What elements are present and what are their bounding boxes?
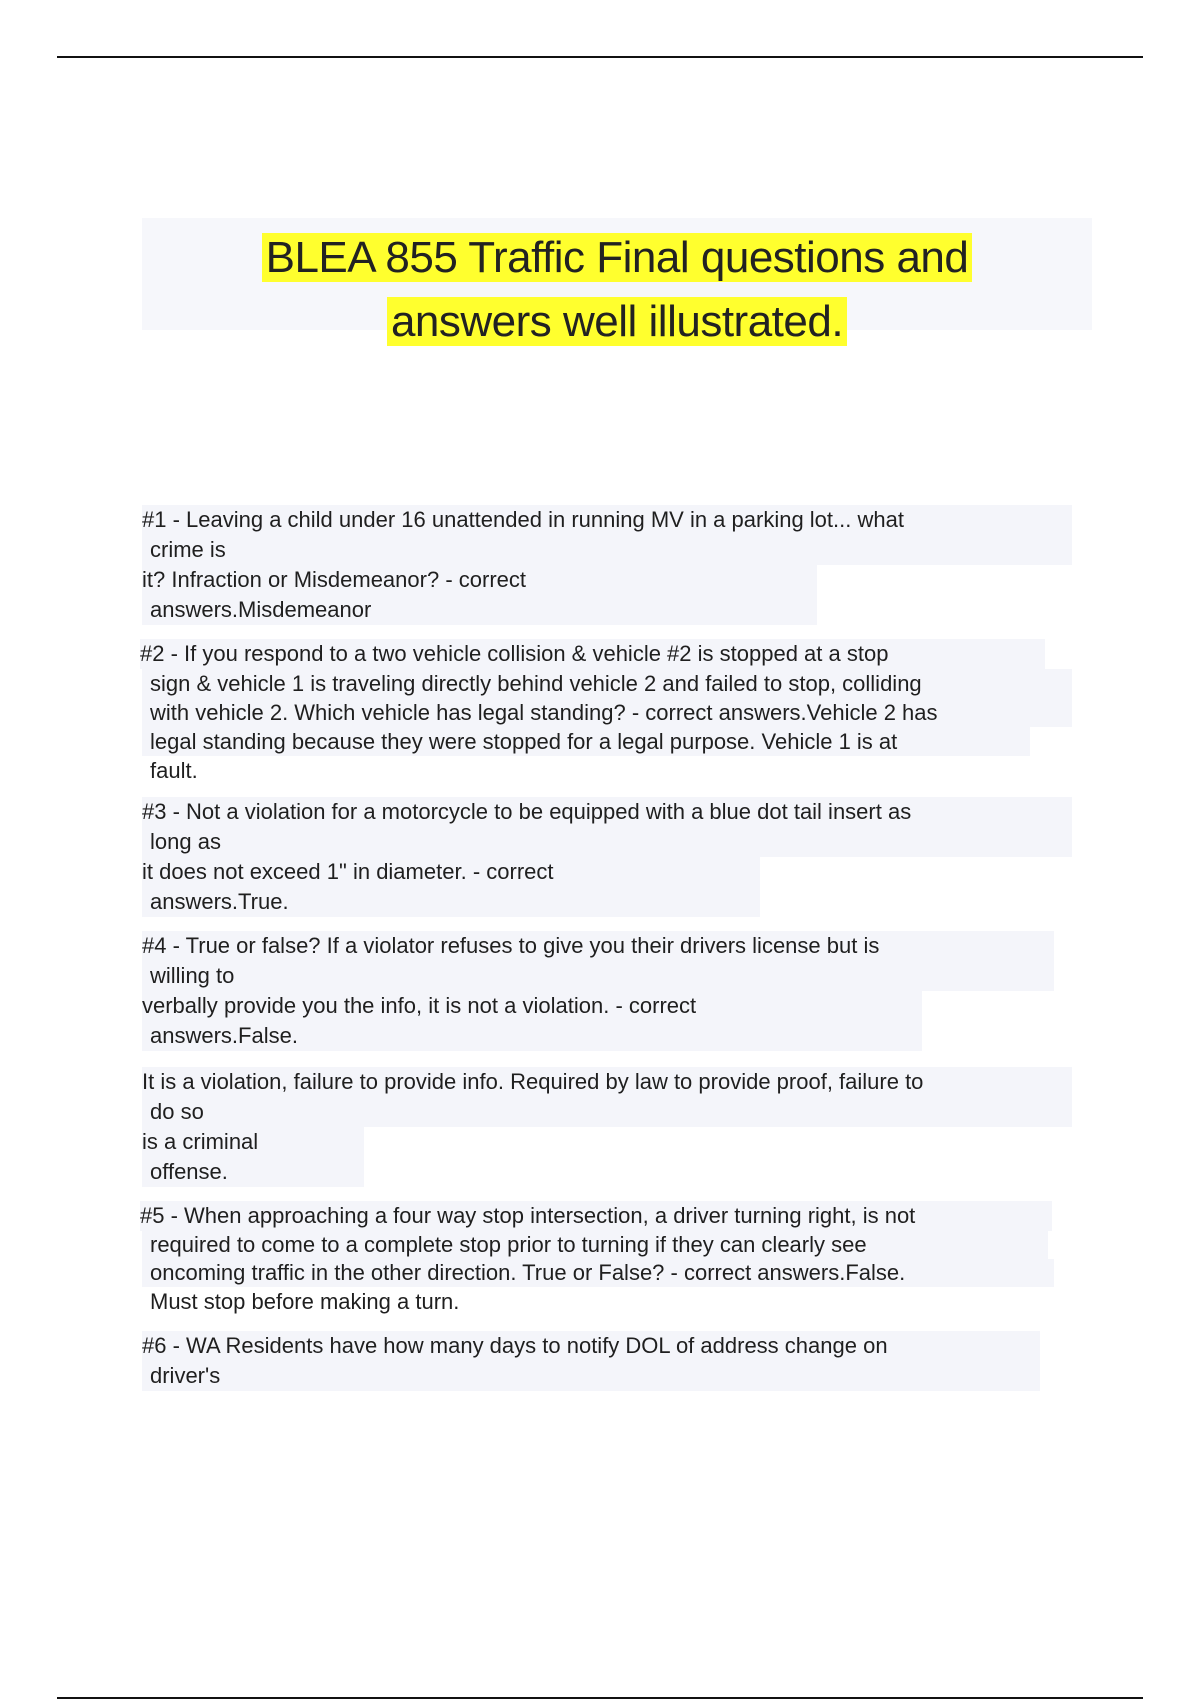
- q4-line-1: #4 - True or false? If a violator refuses to give you their drivers license but is: [142, 931, 1054, 961]
- q4-word: it: [428, 993, 440, 1018]
- q3-word: correct: [486, 859, 554, 884]
- note-word: criminal: [182, 1129, 259, 1154]
- q6-line-1: #6 - WA Residents have how many days to notify DOL of address change on: [142, 1331, 1040, 1361]
- document-title: [142, 226, 1092, 354]
- title-line-2: answers well illustrated.: [387, 297, 847, 346]
- question-4: [142, 931, 1054, 1051]
- q6-line-2: driver's: [142, 1361, 1040, 1391]
- q4-word: provide: [223, 993, 297, 1018]
- q5-line-2: required to come to a complete stop prior to turning if they can clearly see: [142, 1231, 1048, 1259]
- q1-word: correct: [458, 567, 527, 592]
- note-line-2: do so: [142, 1097, 1072, 1127]
- q3-word: not: [212, 859, 244, 884]
- title-line-1: BLEA 855 Traffic Final questions and: [262, 233, 973, 282]
- header-rule: [57, 56, 1143, 58]
- note-line-4: offense.: [142, 1157, 364, 1187]
- q1-word: Infraction: [171, 567, 262, 592]
- q3-line-2: long as: [142, 827, 1072, 857]
- question-1: [142, 505, 1072, 625]
- q1-line-4: answers.Misdemeanor: [142, 595, 817, 625]
- q1-line-1: #1 - Leaving a child under 16 unattended in running MV in a parking lot... what: [142, 505, 1072, 535]
- note-word: is: [142, 1129, 158, 1154]
- q5-line-3: oncoming traffic in the other direction. True or False? - correct answers.False.: [142, 1259, 1054, 1287]
- question-6: [142, 1331, 1040, 1391]
- q3-word: does: [159, 859, 207, 884]
- q2-line-1: #2 - If you respond to a two vehicle collision & vehicle #2 is stopped at a stop: [140, 639, 1045, 669]
- q2-line-5: fault.: [150, 758, 198, 783]
- q4-word: correct: [628, 993, 697, 1018]
- q1-word: or: [268, 567, 288, 592]
- q3-word: exceed: [249, 859, 321, 884]
- q4-word: verbally: [142, 993, 218, 1018]
- note-line-3: [142, 1127, 364, 1157]
- q1-line-3: [142, 565, 817, 595]
- note-word: a: [164, 1129, 177, 1154]
- q1-word: -: [445, 567, 453, 592]
- q4-line-3: [142, 991, 922, 1021]
- question-3: [142, 797, 1072, 917]
- question-5: [142, 1201, 1054, 1317]
- q4-word: the: [343, 993, 375, 1018]
- q3-line-4: answers.True.: [142, 887, 760, 917]
- q3-word: 1": [326, 859, 347, 884]
- footer-rule: [57, 1697, 1143, 1699]
- q4-word: you: [302, 993, 338, 1018]
- q3-line-1: #3 - Not a violation for a motorcycle to be equipped with a blue dot tail insert as: [142, 797, 1072, 827]
- q3-word: diameter.: [376, 859, 467, 884]
- q1-line-2: crime is: [142, 535, 1072, 565]
- q3-word: in: [352, 859, 371, 884]
- note-line-1: It is a violation, failure to provide info. Required by law to provide proof, failure to: [142, 1067, 1072, 1097]
- q4-line-2: willing to: [142, 961, 1054, 991]
- q4-word: info,: [380, 993, 423, 1018]
- q5-line-1: #5 - When approaching a four way stop intersection, a driver turning right, is not: [140, 1201, 1052, 1231]
- q4-word: violation.: [522, 993, 610, 1018]
- q4-word: a: [504, 993, 517, 1018]
- q4-word: is: [445, 993, 462, 1018]
- q2-line-3: with vehicle 2. Which vehicle has legal standing? - correct answers.Vehicle 2 has: [142, 699, 1072, 727]
- q3-line-3: [142, 857, 760, 887]
- q3-word: -: [472, 859, 481, 884]
- q1-word: it?: [142, 567, 166, 592]
- q5-line-4: Must stop before making a turn.: [150, 1289, 460, 1314]
- q4-line-4: answers.False.: [142, 1021, 922, 1051]
- q4-word: not: [467, 993, 498, 1018]
- question-2: [142, 639, 1072, 786]
- q2-line-2: sign & vehicle 1 is traveling directly behind vehicle 2 and failed to stop, colliding: [142, 669, 1072, 699]
- q4-word: -: [615, 993, 623, 1018]
- q3-word: it: [142, 859, 153, 884]
- q1-word: Misdemeanor?: [293, 567, 440, 592]
- q2-line-4: legal standing because they were stopped for a legal purpose. Vehicle 1 is at: [142, 727, 1030, 756]
- answer-note: [142, 1067, 1072, 1187]
